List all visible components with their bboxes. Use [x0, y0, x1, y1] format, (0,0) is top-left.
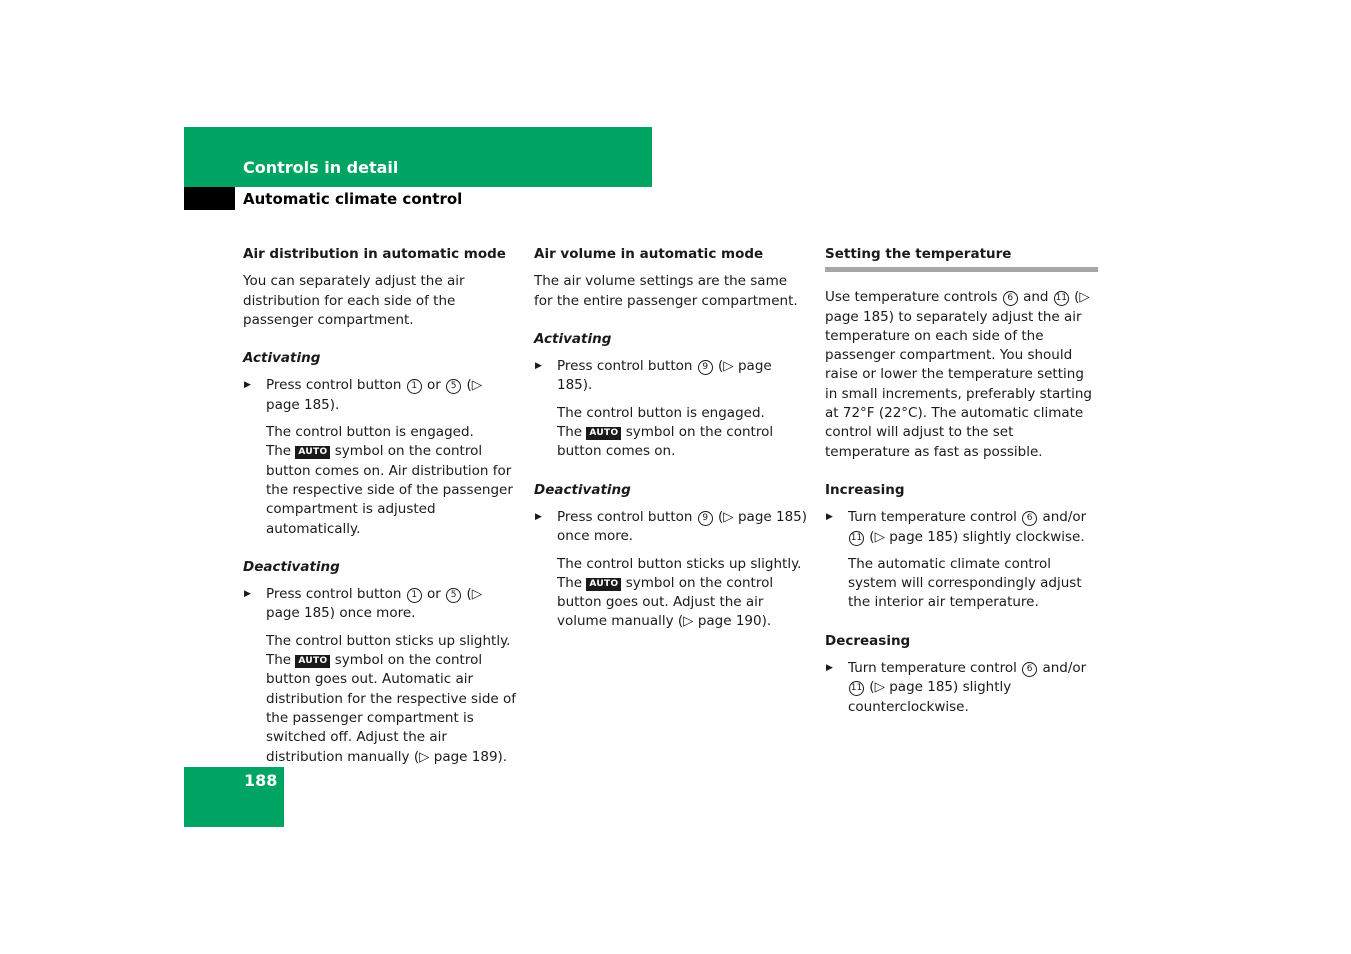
intro-text: The air volume settings are the same for the entire passenger compartment.: [534, 273, 798, 309]
result-text: The control button sticks up slightly. The AUTO symbol on the control button goes out. Adjust the air volume manually (▷ page 190).: [557, 555, 802, 630]
control-number-badge: 6: [1003, 291, 1018, 306]
section-subtitle: Automatic climate control: [243, 190, 463, 208]
header-bar: [184, 127, 652, 187]
heading-air-distribution: Air distribution in automatic mode: [243, 246, 506, 262]
button-number-badge: 5: [446, 588, 461, 603]
control-number-badge: 6: [1022, 511, 1037, 526]
auto-symbol-icon: AUTO: [295, 446, 330, 459]
intro-text: Use temperature controls 6 and 11 (▷ page 185) to separately adjust the air temperature on each side of the passenger compartment. You should raise or lower the temperature setting in small increments, preferably starting at 72°F (22°C). The automatic climate control will adjust to the set temperature as fast as possible.: [825, 289, 1092, 460]
section-title: Controls in detail: [243, 158, 399, 177]
subheading-increasing: Increasing: [825, 481, 905, 498]
subheading-decreasing: Decreasing: [825, 632, 911, 649]
step-press-button: ▶ Press control button 1 or 5 (▷ page 185) once more.: [243, 585, 518, 624]
subheading-activating: Activating: [534, 330, 612, 347]
subheading-deactivating: Deactivating: [243, 558, 340, 575]
intro-text: You can separately adjust the air distribution for each side of the passenger compartment.: [243, 273, 465, 328]
subheading-deactivating: Deactivating: [534, 481, 631, 498]
button-number-badge: 1: [407, 379, 422, 394]
column-air-volume: [534, 245, 809, 632]
button-number-badge: 9: [698, 511, 713, 526]
control-number-badge: 6: [1022, 662, 1037, 677]
column-air-distribution: [243, 245, 518, 767]
auto-symbol-icon: AUTO: [586, 578, 621, 591]
header-marker: [184, 187, 235, 210]
result-text: The control button sticks up slightly. The AUTO symbol on the control button goes out. Automatic air distribution for the respective side of the passenger compartment is switched off. Adjust the air distribution manually (▷ page 189).: [266, 632, 517, 765]
control-number-badge: 11: [849, 681, 864, 696]
result-text: The control button is engaged. The AUTO symbol on the control button comes on.: [557, 404, 774, 460]
subheading-activating: Activating: [243, 350, 321, 367]
button-number-badge: 9: [698, 360, 713, 375]
step-press-button: ▶ Press control button 9 (▷ page 185) once more.: [534, 508, 809, 547]
step-turn-control: ▶ Turn temperature control 6 and/or 11 (▷ page 185) slightly clockwise.: [825, 508, 1100, 547]
result-text: The control button is engaged. The AUTO symbol on the control button comes on. Air distribution for the respective side of the passenger compartment is adjusted automatically.: [266, 424, 513, 537]
heading-air-volume: Air volume in automatic mode: [534, 246, 764, 262]
control-number-badge: 11: [1054, 291, 1069, 306]
column-temperature: [825, 245, 1100, 717]
page-number: 188: [244, 771, 278, 790]
result-text: The automatic climate control system will correspondingly adjust the interior air temperature.: [848, 555, 1082, 611]
control-number-badge: 11: [849, 531, 864, 546]
step-press-button: ▶ Press control button 9 (▷ page 185).: [534, 357, 809, 396]
heading-temperature: Setting the temperature: [825, 245, 1098, 272]
button-number-badge: 1: [407, 588, 422, 603]
step-turn-control: ▶ Turn temperature control 6 and/or 11 (▷ page 185) slightly counterclockwise.: [825, 659, 1100, 717]
auto-symbol-icon: AUTO: [295, 655, 330, 668]
auto-symbol-icon: AUTO: [586, 427, 621, 440]
step-press-button: ▶ Press control button 1 or 5 (▷ page 185).: [243, 376, 518, 415]
button-number-badge: 5: [446, 379, 461, 394]
